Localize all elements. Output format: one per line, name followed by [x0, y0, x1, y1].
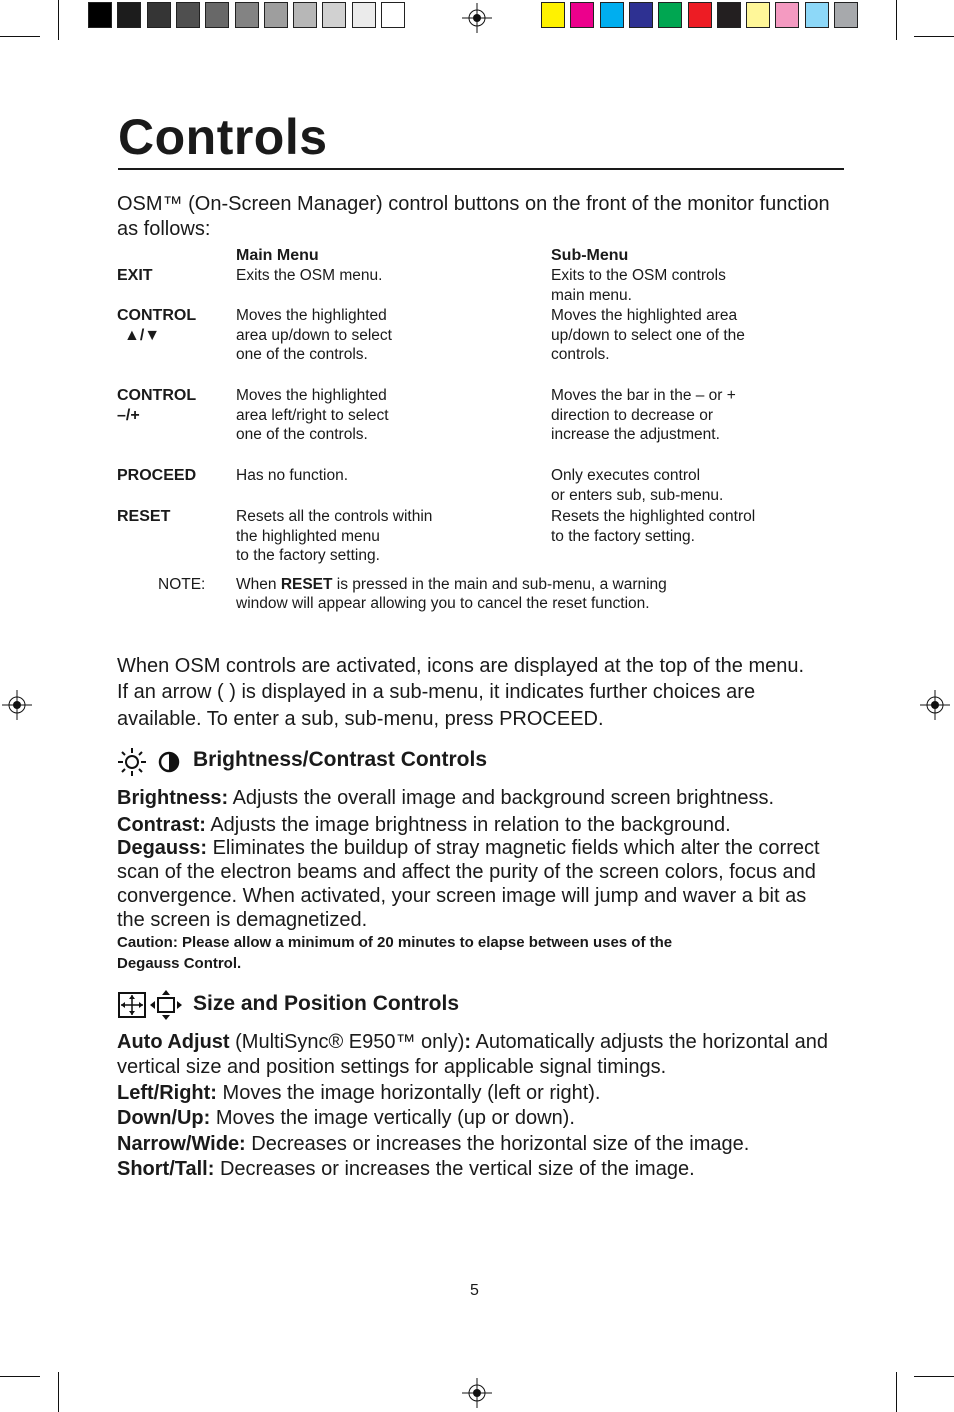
- color-swatch: [88, 2, 112, 28]
- sub-menu-text: Resets the highlighted control: [551, 508, 756, 525]
- control-label-symbol: –/+: [117, 406, 140, 424]
- sub-menu-text: to the factory setting.: [551, 527, 695, 545]
- sub-menu-text: or enters sub, sub-menu.: [551, 486, 724, 504]
- registration-mark-icon: [2, 690, 32, 720]
- crop-mark: [58, 1372, 59, 1412]
- crop-mark: [896, 0, 897, 40]
- auto-adjust-description: Auto Adjust (MultiSync® E950™ only): Automatically adjusts the horizontal and: [117, 1031, 828, 1053]
- main-menu-text: the highlighted menu: [236, 527, 380, 545]
- note-text: window will appear allowing you to cancel the reset function.: [236, 595, 650, 612]
- sub-menu-text: controls.: [551, 346, 610, 363]
- main-menu-text: Moves the highlighted: [236, 307, 387, 324]
- main-menu-text: to the factory setting.: [236, 547, 380, 564]
- osm-paragraph-line: available. To enter a sub, sub-menu, press PROCEED.: [117, 708, 604, 730]
- degauss-description: Degauss: Eliminates the buildup of stray magnetic fields which alter the correct scan of the electron beams and affect the purity of the screen colors, focus and convergence. When activated, your screen image will jump and waver a bit as the screen is demagnetized.: [117, 837, 820, 931]
- short-tall-description: Short/Tall: Decreases or increases the vertical size of the image.: [117, 1158, 695, 1180]
- color-swatch: [805, 2, 829, 28]
- sub-menu-header: Sub-Menu: [551, 247, 629, 264]
- color-swatch: [235, 2, 259, 28]
- color-swatch: [205, 2, 229, 28]
- color-swatch: [658, 2, 682, 28]
- auto-adjust-description: vertical size and position settings for applicable signal timings.: [117, 1056, 667, 1078]
- sub-menu-text: direction to decrease or: [551, 406, 713, 424]
- crop-mark: [58, 0, 59, 40]
- control-label: CONTROL: [117, 307, 197, 324]
- control-label: EXIT: [117, 267, 153, 284]
- page-title: Controls: [118, 109, 328, 165]
- color-swatch: [775, 2, 799, 28]
- intro-line: OSM™ (On-Screen Manager) control buttons on the front of the monitor function: [117, 193, 830, 215]
- left-right-description: Left/Right: Moves the image horizontally (left or right).: [117, 1082, 601, 1104]
- down-up-description: Down/Up: Moves the image vertically (up or down).: [117, 1107, 575, 1129]
- control-label-symbol: ▲/▼: [124, 326, 161, 344]
- sub-menu-text: main menu.: [551, 286, 632, 304]
- color-swatch: [322, 2, 346, 28]
- contrast-description: Contrast: Adjusts the image brightness in relation to the background.: [117, 814, 731, 836]
- control-label: PROCEED: [117, 467, 197, 484]
- sub-menu-text: increase the adjustment.: [551, 426, 720, 443]
- color-swatch: [381, 2, 405, 28]
- sub-menu-text: Only executes control: [551, 467, 701, 484]
- caution-text: Caution: Please allow a minimum of 20 minutes to elapse between uses of the Degauss Control.: [117, 934, 673, 972]
- color-swatch: [746, 2, 770, 28]
- main-menu-text: Has no function.: [236, 467, 349, 484]
- sub-menu-text: Exits to the OSM controls: [551, 267, 726, 284]
- color-swatch: [147, 2, 171, 28]
- main-menu-text: area up/down to select: [236, 326, 392, 344]
- color-swatch: [264, 2, 288, 28]
- size-icon: [117, 991, 147, 1019]
- osm-paragraph-line: When OSM controls are activated, icons are displayed at the top of the menu.: [117, 655, 805, 677]
- brightness-description: Brightness: Adjusts the overall image and background screen brightness.: [117, 787, 775, 809]
- intro-line: as follows:: [117, 218, 211, 240]
- main-menu-text: Moves the highlighted: [236, 387, 387, 404]
- color-swatch: [541, 2, 565, 28]
- main-menu-text: one of the controls.: [236, 426, 368, 443]
- crop-mark: [0, 1376, 40, 1377]
- crop-mark: [914, 1376, 954, 1377]
- section-heading: Size and Position Controls: [193, 992, 460, 1015]
- control-label: CONTROL: [117, 387, 197, 404]
- color-swatch: [688, 2, 712, 28]
- color-swatch: [570, 2, 594, 28]
- position-icon: [149, 989, 183, 1021]
- note-label: NOTE:: [158, 576, 206, 593]
- registration-mark-icon: [462, 3, 492, 33]
- crop-mark: [896, 1372, 897, 1412]
- brightness-icon: [117, 747, 151, 777]
- main-menu-text: Resets all the controls within: [236, 508, 433, 525]
- page-number: 5: [470, 1282, 479, 1299]
- note-text: When RESET is pressed in the main and sub-menu, a warning: [236, 576, 667, 593]
- main-menu-header: Main Menu: [236, 247, 319, 264]
- main-menu-text: Exits the OSM menu.: [236, 267, 383, 284]
- color-swatch: [600, 2, 624, 28]
- color-swatch: [629, 2, 653, 28]
- registration-mark-icon: [462, 1378, 492, 1408]
- crop-mark: [0, 36, 40, 37]
- sub-menu-text: Moves the highlighted area: [551, 307, 738, 324]
- color-swatch: [176, 2, 200, 28]
- main-menu-text: area left/right to select: [236, 406, 389, 424]
- color-swatch: [117, 2, 141, 28]
- color-swatch: [293, 2, 317, 28]
- color-swatch: [834, 2, 858, 28]
- section-heading: Brightness/Contrast Controls: [193, 748, 488, 771]
- registration-mark-icon: [920, 690, 950, 720]
- color-swatch: [717, 2, 741, 28]
- color-swatch: [352, 2, 376, 28]
- sub-menu-text: Moves the bar in the – or +: [551, 387, 736, 404]
- narrow-wide-description: Narrow/Wide: Decreases or increases the horizontal size of the image.: [117, 1133, 750, 1155]
- crop-mark: [914, 36, 954, 37]
- title-rule: [118, 168, 844, 170]
- control-label: RESET: [117, 508, 171, 525]
- osm-paragraph-line: If an arrow ( ) is displayed in a sub-menu, it indicates further choices are: [117, 681, 756, 703]
- main-menu-text: one of the controls.: [236, 346, 368, 363]
- contrast-icon: [156, 750, 182, 774]
- sub-menu-text: up/down to select one of the: [551, 326, 745, 344]
